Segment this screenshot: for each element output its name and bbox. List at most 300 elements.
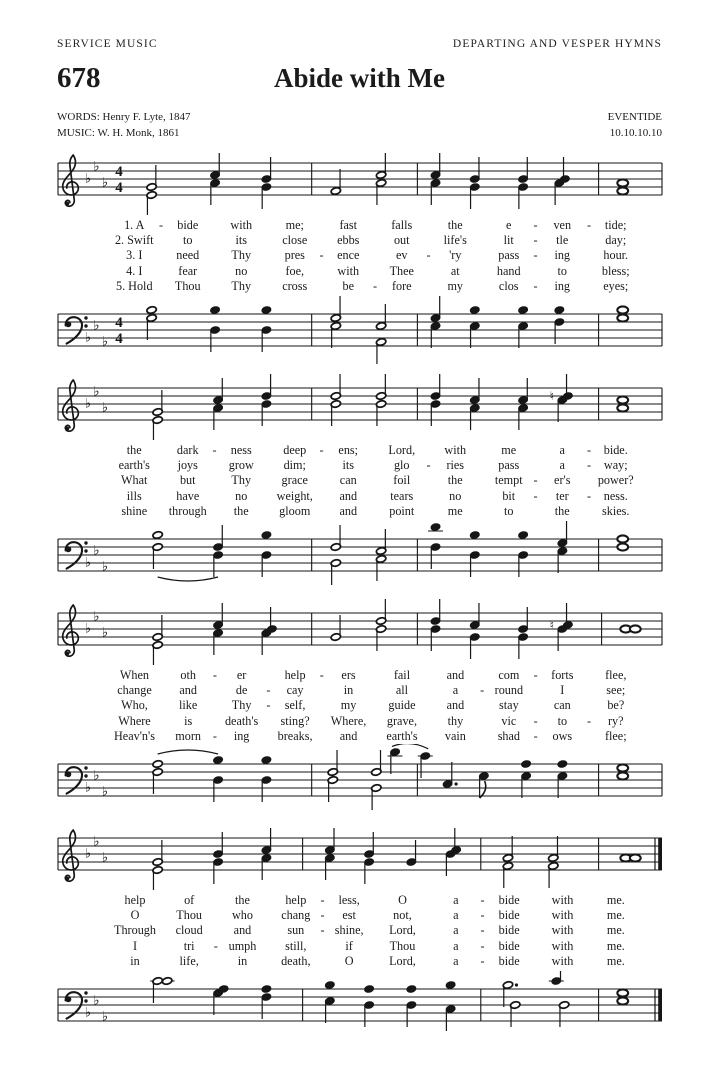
syllable-hyphen: - [213,938,218,953]
lyric-syllable: with [337,263,360,278]
lyric-syllable: cross [282,278,308,293]
lyric-syllable: sun [287,923,305,938]
lyric-syllable [155,698,168,713]
lyric-syllable: ing [554,278,571,293]
lyric-syllable: change [117,683,152,698]
syllable-hyphen: - [586,443,592,457]
lyric-syllable: Heav'n's [114,728,155,743]
lyric-syllable: with [230,218,253,232]
lyric-syllable: help [284,668,306,682]
lyric-syllable [476,233,489,248]
lyric-syllable: hand [496,263,521,278]
note-event [470,157,480,209]
lyric-syllable [156,893,169,908]
lyric-syllable: O [130,908,140,923]
lyric-syllable: in [130,953,140,968]
lyric-syllable: ter [555,488,569,503]
note-event [261,607,277,655]
note-event [557,760,567,798]
note-event [152,840,163,890]
note-event [430,599,440,651]
lyric-syllable: death, [281,953,311,968]
lyric-syllable [208,458,221,473]
lyric-syllable: Where [118,713,151,728]
note-event [430,374,440,426]
lyric-syllable: round [494,683,524,698]
lyric-syllable: er [236,668,247,682]
lyric-syllable: grow [228,458,254,473]
music-system-3 [50,593,672,818]
svg-text:♭: ♭ [93,993,100,1009]
lyric-syllable: help [285,893,307,907]
lyric-syllable: less, [338,893,360,907]
svg-text:♭: ♭ [93,318,100,334]
lyric-syllable: with [551,923,574,938]
lyric-syllable [529,698,542,713]
lyric-syllable [316,939,329,954]
lyric-syllable [529,683,542,698]
lyric-syllable: O [398,893,407,907]
lyric-syllable: fore [391,278,412,293]
lyric-syllable [369,458,382,473]
lyric-syllable: eyes; [603,278,629,293]
lyric-syllable: life's [443,233,467,248]
lyric-syllable: with [551,938,574,953]
lyric-syllable [369,473,382,488]
lyric-syllable [316,954,329,969]
svg-text:♭: ♭ [84,171,92,187]
credits-left [57,110,191,141]
lyric-syllable [209,954,222,969]
note-event [470,603,480,659]
lyric-syllable: shine [121,503,148,518]
note-event [376,304,387,364]
svg-text:♭: ♭ [101,1009,109,1025]
syllable-hyphen: - [212,668,217,682]
music-system-2 [50,368,672,593]
svg-text:♭: ♭ [101,175,109,191]
syllable-hyphen: - [372,278,378,293]
lyric-syllable: need [176,248,200,263]
lyric-syllable: 2. Swift [114,233,154,248]
svg-text:♭: ♭ [93,543,100,559]
lyric-syllable: ev [395,248,408,263]
lyric-syllable [155,248,168,263]
lyric-syllable [156,939,169,954]
lyric-syllable: bide [498,953,520,968]
lyric-syllable [422,264,435,279]
lyric-syllable: still, [285,938,307,953]
lyric-syllable: 4. I [126,263,143,278]
note-event [428,523,443,569]
syllable-hyphen: - [533,713,538,728]
lyric-syllable [263,923,276,938]
note-event [620,854,640,861]
lyric-syllable: oth [180,668,196,682]
lyrics-block-2 [114,443,636,519]
lyric-syllable: ing [233,728,250,743]
lyric-syllable [369,923,382,938]
lyric-syllable [315,698,328,713]
lyric-syllable: be? [607,698,625,713]
lyric-syllable: of [184,893,195,907]
lyric-syllable [315,489,328,504]
lyric-syllable: dark [176,443,199,457]
lyric-syllable [583,729,596,744]
lyric-syllable: tempt [494,473,523,488]
lyric-syllable: be [342,278,354,293]
lyric-syllable [369,218,382,233]
lyric-syllable: I [132,938,138,953]
lyric-syllable [422,698,435,713]
lyric-syllable: 1. A [124,218,145,232]
lyric-syllable: est [342,908,356,923]
lyric-syllable [156,954,169,969]
lyric-syllable [315,729,328,744]
treble-staff [50,368,670,442]
note-event [550,603,573,651]
lyric-syllable: the [235,893,250,907]
lyric-syllable: foe, [285,263,305,278]
lyric-syllable [263,908,276,923]
running-heads [57,38,662,50]
note-event [261,985,271,1019]
lyric-syllable: pres [284,248,305,263]
lyric-syllable: cloud [175,923,203,938]
note-event [445,828,461,876]
note-event [376,599,387,651]
lyric-syllable: Thy [231,473,252,488]
syllable-hyphen: - [533,488,538,503]
lyric-syllable: morn [175,728,202,743]
lyric-syllable: shad [497,728,521,743]
lyric-syllable: vain [444,728,466,743]
lyric-syllable [209,923,222,938]
syllable-hyphen: - [533,218,538,232]
lyric-syllable [583,279,596,294]
lyric-syllable: and [339,488,358,503]
lyric-syllable [208,218,221,233]
lyric-syllable: Thy [231,278,252,293]
note-event [152,390,163,440]
treble-staff [50,143,670,217]
lyric-syllable [476,279,489,294]
note-event [261,756,271,802]
lyric-syllable [369,443,382,458]
note-event [150,977,175,1003]
syllable-hyphen: - [533,728,538,743]
syllable-hyphen: - [480,953,485,968]
note-event [549,971,564,985]
syllable-hyphen: - [320,908,325,923]
lyric-syllable [208,714,221,729]
syllable-hyphen: - [212,443,217,457]
syllable-hyphen: - [266,683,271,698]
lyric-syllable: de [235,683,248,698]
treble-staff [50,818,670,892]
lyric-syllable: fast [339,218,358,232]
lyric-syllable: cay [286,683,304,698]
lyric-syllable [476,248,489,263]
lyric-syllable: day; [605,233,627,248]
syllable-hyphen: - [319,668,324,682]
note-event [559,1001,570,1027]
lyric-syllable: joys [177,458,198,473]
note-event [364,832,374,884]
lyric-syllable: and [233,923,252,938]
syllable-hyphen: - [480,938,485,953]
lyric-syllable [476,458,489,473]
lyric-syllable [155,668,168,683]
lyric-syllable: have [176,488,200,503]
note-event [510,1001,521,1027]
lyric-syllable [208,683,221,698]
lyric-syllable [155,489,168,504]
lyric-syllable: can [553,698,571,713]
note-event [261,531,271,577]
syllable-hyphen: - [480,908,485,923]
syllable-hyphen: - [480,893,485,907]
lyric-syllable: the [447,218,463,232]
lyric-syllable: me [447,503,463,518]
lyric-syllable [369,939,382,954]
lyric-syllable [155,729,168,744]
note-event [261,374,271,426]
lyric-syllable: death's [224,713,259,728]
lyric-syllable: but [179,473,196,488]
lyric-syllable [423,893,436,908]
syllable-hyphen: - [319,443,324,457]
svg-text:♮: ♮ [549,618,554,632]
lyric-syllable: flee; [604,728,627,743]
lyric-syllable: com [498,668,520,682]
lyric-syllable: Thou [174,278,201,293]
lyric-syllable [583,683,596,698]
lyric-syllable: skies. [602,503,630,518]
lyric-syllable: close [282,233,308,248]
lyric-syllable: Thee [389,263,414,278]
lyric-syllable: a [559,443,565,457]
note-event [470,306,480,348]
lyric-syllable: a [453,923,459,938]
lyric-syllable: Thou [176,908,203,923]
lyric-syllable: tle [556,233,569,248]
lyric-syllable [583,923,596,938]
syllable-hyphen: - [533,668,538,682]
lyric-syllable [422,473,435,488]
syllable-hyphen: - [158,218,164,232]
page-title: Abide with Me [274,63,445,93]
lyric-syllable [315,218,328,233]
lyric-syllable: the [554,503,570,518]
lyric-syllable [583,698,596,713]
note-event [146,306,157,340]
lyric-syllable [529,443,542,458]
note-event [327,750,338,802]
lyric-syllable: ers [341,668,356,682]
lyric-syllable: with [551,908,574,923]
lyric-syllable: my [340,698,357,713]
lyric-syllable [155,233,168,248]
lyric-syllable: can [339,473,357,488]
lyric-syllable [476,489,489,504]
lyric-syllable [263,939,276,954]
note-event [261,306,271,352]
bass-staff [50,294,670,368]
lyric-syllable: ills [126,488,142,503]
lyric-syllable: me. [606,908,625,923]
lyric-syllable: tri [183,938,195,953]
lyric-syllable: is [184,713,193,728]
lyric-syllable: me. [606,953,625,968]
svg-text:♭: ♭ [84,555,92,571]
bass-staff [50,519,670,593]
note-event [406,840,416,866]
lyric-syllable: like [179,698,198,713]
running-head-right: DEPARTING AND VESPER HYMNS [452,38,662,50]
note-event [518,607,528,659]
lyric-syllable [369,954,382,969]
title-row [57,62,662,102]
syllable-hyphen: - [586,488,592,503]
lyric-syllable [262,458,275,473]
lyric-syllable: Thou [389,938,416,953]
lyric-syllable [476,218,489,233]
lyric-syllable: ries [446,458,465,473]
lyric-syllable [476,714,489,729]
music-systems [50,143,672,1043]
lyric-syllable [369,683,382,698]
lyric-syllable [208,233,221,248]
lyric-syllable: me. [606,923,625,938]
lyric-syllable [155,443,168,458]
lyric-syllable [583,264,596,279]
lyric-syllable: and [179,683,197,698]
lyric-syllable [422,489,435,504]
lyric-syllable: point [389,503,415,518]
lyric-syllable [476,264,489,279]
lyric-syllable [369,729,382,744]
syllable-hyphen: - [320,893,325,907]
lyric-syllable [315,264,328,279]
lyric-syllable [423,908,436,923]
lyric-syllable: Lord, [389,923,416,938]
lyric-syllable: to [557,713,568,728]
note-event [388,748,403,774]
lyric-syllable: fail [393,668,411,682]
lyric-syllable: fear [178,263,198,278]
lyric-syllable: its [342,458,354,473]
lyric-syllable [156,908,169,923]
lyric-syllable: Who, [121,698,148,713]
svg-text:♭: ♭ [93,159,100,175]
lyric-syllable [583,473,596,488]
lyric-syllable [263,954,276,969]
note-event [213,756,223,802]
svg-text:4: 4 [115,180,123,196]
lyric-syllable: When [119,668,150,682]
lyric-syllable: life, [179,953,199,968]
lyric-syllable [476,443,489,458]
note-event [213,525,223,577]
lyric-syllable [262,279,275,294]
note-event [146,165,157,215]
music-credit: MUSIC: W. H. Monk, 1861 [57,126,180,139]
note-event [213,832,223,884]
lyric-syllable [422,668,435,683]
lyric-syllable: Through [114,923,156,938]
lyric-syllable [476,668,489,683]
lyric-syllable [315,714,328,729]
lyric-syllable: tears [390,488,414,503]
note-event [330,615,341,641]
lyric-syllable [583,954,596,969]
lyric-syllable [422,443,435,458]
lyric-syllable [262,668,275,683]
lyric-syllable: Lord, [388,443,416,457]
lyric-syllable: the [126,443,142,457]
lyric-syllable: foil [393,473,411,488]
lyric-syllable: and [339,728,358,743]
lyric-syllable [263,893,276,908]
lyric-syllable: in [237,953,248,968]
lyric-syllable [315,473,328,488]
lyric-syllable: earth's [386,728,418,743]
syllable-hyphen: - [319,248,324,263]
svg-text:4: 4 [115,331,123,347]
lyric-syllable [422,714,435,729]
lyric-syllable: and [446,698,465,713]
syllable-hyphen: - [212,728,217,743]
lyric-syllable: dim; [283,458,306,473]
lyric-syllable: a [453,938,459,953]
bass-staff [50,744,670,818]
lyric-syllable [529,923,542,938]
lyric-syllable: a [452,683,459,698]
lyric-syllable: in [343,683,354,698]
lyric-syllable [369,504,382,519]
lyric-syllable: if [345,938,353,953]
lyric-syllable: er's [554,473,571,488]
svg-text:♭: ♭ [101,784,109,800]
lyric-syllable [369,908,382,923]
lyric-syllable: power? [597,473,634,488]
lyric-syllable: shine, [334,923,364,938]
note-event [210,306,220,352]
lyric-syllable: grace [281,473,308,488]
lyric-syllable [369,264,382,279]
lyric-syllable [583,233,596,248]
note-event [521,760,531,798]
lyric-syllable [262,489,275,504]
lyric-syllable: deep [283,443,307,457]
lyric-syllable [422,279,435,294]
lyric-syllable: out [393,233,410,248]
svg-text:♭: ♭ [101,625,109,641]
lyric-syllable [476,698,489,713]
lyric-syllable: to [183,233,193,248]
lyric-syllable: me; [285,218,304,232]
lyric-syllable: all [395,683,409,698]
music-system-1 [50,143,672,368]
syllable-hyphen: - [533,278,538,293]
lyric-syllable [155,279,168,294]
lyric-syllable: through [168,503,207,518]
lyric-syllable: me. [606,938,625,953]
lyric-syllable: Thy [231,698,252,713]
note-event [376,374,387,426]
lyric-syllable: Lord, [389,953,416,968]
